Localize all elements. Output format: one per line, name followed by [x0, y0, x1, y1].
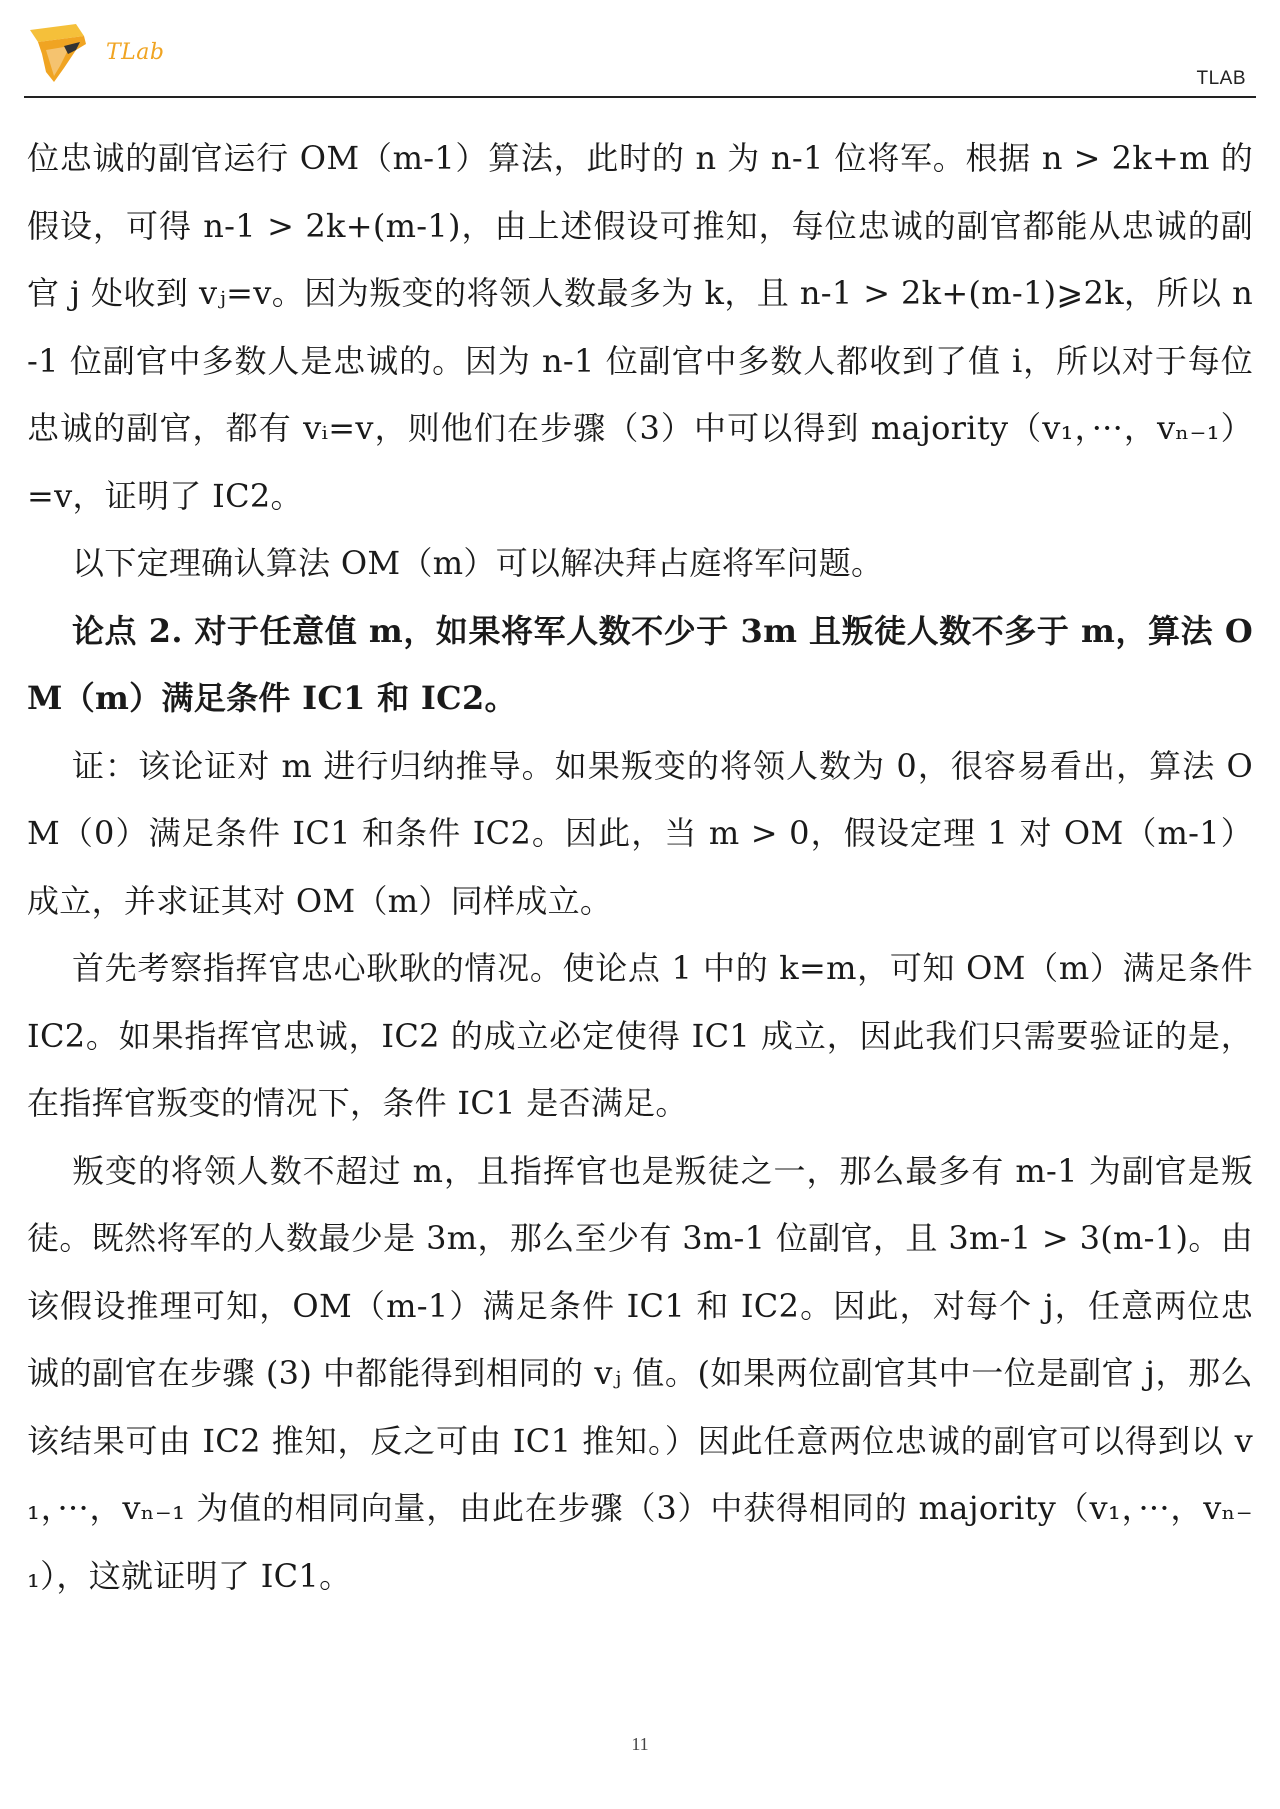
paragraph-2: 以下定理确认算法 OM（m）可以解决拜占庭将军问题。: [72, 544, 884, 582]
theorem-2: 论点 2. 对于任意值 m，如果将军人数不少于 3m 且叛徒人数不多于 m，算法 OM（m）满足条件 IC1 和 IC2。: [27, 611, 1253, 717]
tlab-logo: [24, 20, 194, 90]
tlab-logo-icon: [24, 20, 104, 90]
page-number: 11: [631, 1734, 649, 1754]
paragraph-1: 位忠诚的副官运行 OM（m-1）算法，此时的 n 为 n-1 位将军。根据 n > 2k+m 的假设，可得 n-1 > 2k+(m-1)，由上述假设可推知，每位忠诚的副官都能从忠诚的副官 j 处收到 vⱼ=v。因为叛变的将领人数最多为 k，且 n-1 > 2k+(m-1)⩾2k，所以 n-1 位副官中多数人是忠诚的。因为 n-1 位副官中多数人都收到了值 i，所以对于每位忠诚的副官，都有 vᵢ=v，则他们在步骤（3）中可以得到 majority（v₁，···，vₙ₋₁）=v，证明了 IC2。: [27, 139, 1253, 515]
header-label: TLAB: [1196, 68, 1246, 89]
page-header: [24, 18, 1256, 98]
logo-text: TLab: [106, 40, 165, 65]
paragraph-5: 叛变的将领人数不超过 m，且指挥官也是叛徒之一，那么最多有 m-1 为副官是叛徒。既然将军的人数最少是 3m，那么至少有 3m-1 位副官，且 3m-1 > 3(m-1)。由该假设推理可知，OM（m-1）满足条件 IC1 和 IC2。因此，对每个 j，任意两位忠诚的副官在步骤 (3) 中都能得到相同的 vⱼ 值。(如果两位副官其中一位是副官 j，那么该结果可由 IC2 推知，反之可由 IC1 推知。）因此任意两位忠诚的副官可以得到以 v₁，···，vₙ₋₁ 为值的相同向量，由此在步骤（3）中获得相同的 majority（v₁，···，vₙ₋₁），这就证明了 IC1。: [27, 1151, 1253, 1595]
paragraph-4: 首先考察指挥官忠心耿耿的情况。使论点 1 中的 k=m，可知 OM（m）满足条件 IC2。如果指挥官忠诚，IC2 的成立必定使得 IC1 成立，因此我们只需要验证的是，在指挥官叛变的情况下，条件 IC1 是否满足。: [27, 949, 1253, 1122]
paragraph-proof: 证：该论证对 m 进行归纳推导。如果叛变的将领人数为 0，很容易看出，算法 OM（0）满足条件 IC1 和条件 IC2。因此，当 m > 0，假设定理 1 对 OM（m-1）成立，并求证其对 OM（m）同样成立。: [27, 746, 1253, 920]
document-body: [27, 125, 1253, 1610]
